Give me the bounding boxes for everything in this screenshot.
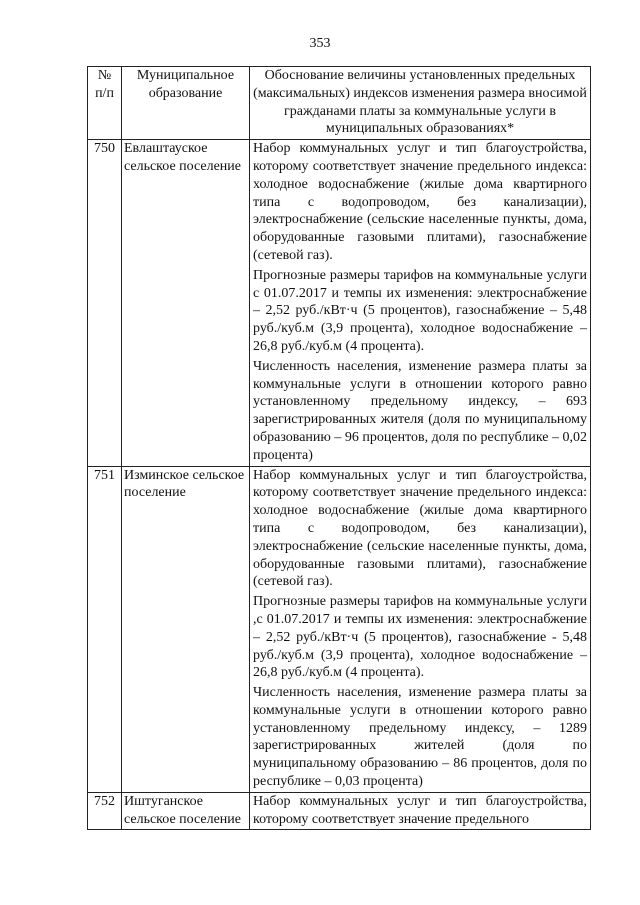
row-justification: [250, 466, 591, 792]
table-row: [88, 466, 591, 792]
table-header-row: [88, 67, 591, 140]
header-municipality: Муниципальное образование: [122, 67, 250, 140]
row-municipality: Иштуганское сельское поселение: [122, 792, 250, 830]
justification-services: Набор коммунальных услуг и тип благоустройства, которому соответствует значение предельного индекса: холодное водоснабжение (жилые дома квартирного типа с водопроводом, без канализации), электроснабжение (сельские населенные пункты, дома, оборудованные газовыми плитами), газоснабжение (сетевой газ).: [253, 141, 587, 263]
header-justification: Обоснование величины установленных предельных (максимальных) индексов изменения размера вносимой гражданами платы за коммунальные услуги в муниципальных образованиях*: [250, 67, 591, 140]
row-number: 751: [88, 466, 122, 792]
justification-tariffs: Прогнозные размеры тарифов на коммунальные услуги с 01.07.2017 и темпы их изменения: электроснабжение – 2,52 руб./кВт·ч (5 процентов), газоснабжение – 5,48 руб./куб.м (3,9 процента), холодное водоснабжение – 26,8 руб./куб.м (4 процента).: [253, 267, 587, 354]
table-row: [88, 792, 591, 830]
row-justification: [250, 792, 591, 830]
page-number: 353: [309, 36, 331, 51]
row-number: 750: [88, 140, 122, 466]
justification-services: Набор коммунальных услуг и тип благоустройства, которому соответствует значение предельного: [253, 793, 587, 827]
municipal-index-table: [87, 66, 591, 830]
table-row: [88, 140, 591, 466]
row-municipality: Евлаштауское сельское поселение: [122, 140, 250, 466]
justification-services: Набор коммунальных услуг и тип благоустройства, которому соответствует значение предельного индекса: холодное водоснабжение (жилые дома квартирного типа с водопроводом, без канализации), электроснабжение (сельские населенные пункты, дома, оборудованные газовыми плитами), газоснабжение (сетевой газ).: [253, 467, 587, 590]
row-number: 752: [88, 792, 122, 830]
row-justification: [250, 140, 591, 466]
row-municipality: Изминское сельское поселение: [122, 466, 250, 792]
header-number: № п/п: [88, 67, 122, 140]
justification-tariffs: Прогнозные размеры тарифов на коммунальные услуги ,с 01.07.2017 и темпы их изменения: электроснабжение – 2,52 руб./кВт·ч (5 процентов), газоснабжение - 5,48 руб./куб.м (3,9 процента), холодное водоснабжение – 26,8 руб./куб.м (4 процента).: [253, 594, 587, 681]
justification-population: Численность населения, изменение размера платы за коммунальные услуги в отношении которого равно установленному предельному индексу, – 1289 зарегистрированных жителей (доля по муниципальному образованию – 86 процентов, доля по республике – 0,03 процента): [253, 685, 587, 790]
justification-population: Численность населения, изменение размера платы за коммунальные услуги в отношении которого равно установленному предельному индексу, – 693 зарегистрированных жителя (доля по муниципальному образованию – 96 процентов, доля по республике – 0,02 процента): [253, 358, 587, 463]
